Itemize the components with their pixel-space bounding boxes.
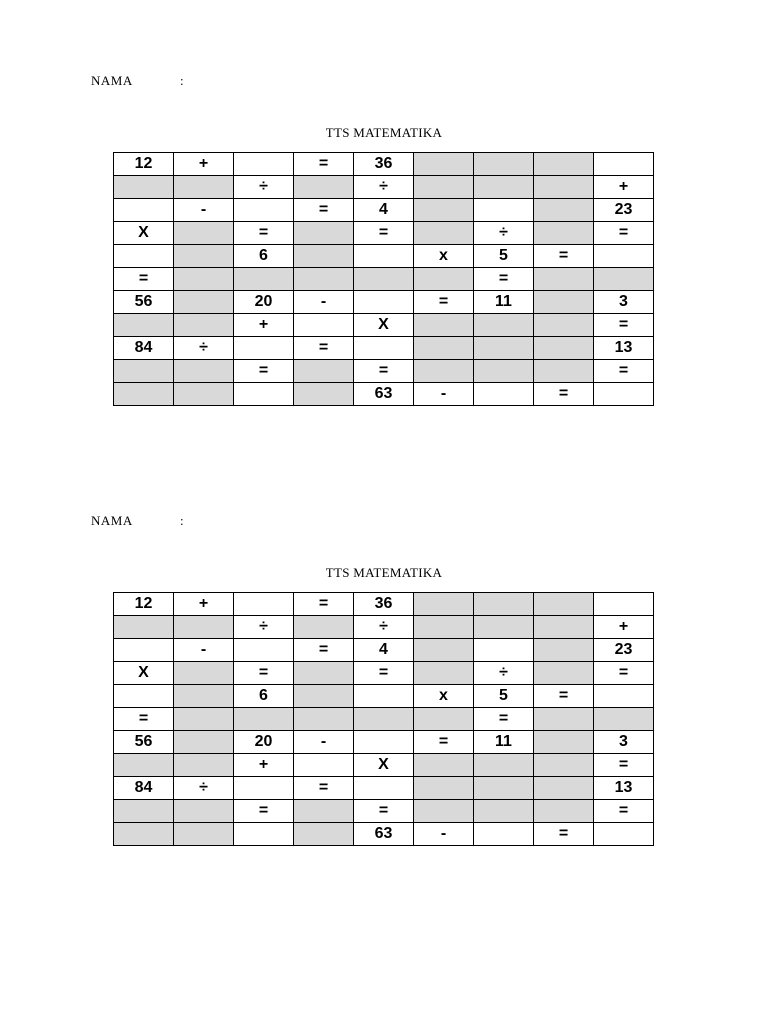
- clue-cell: 20: [234, 291, 294, 314]
- clue-cell: -: [414, 383, 474, 406]
- shaded-cell: [534, 360, 594, 383]
- shaded-cell: [414, 662, 474, 685]
- answer-cell[interactable]: [354, 291, 414, 314]
- clue-cell: =: [534, 245, 594, 268]
- shaded-cell: [174, 662, 234, 685]
- answer-cell[interactable]: [354, 777, 414, 800]
- shaded-cell: [474, 176, 534, 199]
- clue-cell: 63: [354, 383, 414, 406]
- answer-cell[interactable]: [234, 639, 294, 662]
- shaded-cell: [414, 360, 474, 383]
- shaded-cell: [474, 777, 534, 800]
- clue-cell: =: [294, 639, 354, 662]
- clue-cell: +: [594, 176, 654, 199]
- clue-cell: =: [594, 754, 654, 777]
- shaded-cell: [414, 708, 474, 731]
- shaded-cell: [474, 337, 534, 360]
- shaded-cell: [174, 222, 234, 245]
- shaded-cell: [114, 176, 174, 199]
- shaded-cell: [474, 153, 534, 176]
- clue-cell: 13: [594, 777, 654, 800]
- shaded-cell: [114, 800, 174, 823]
- clue-cell: 12: [114, 153, 174, 176]
- clue-cell: =: [474, 708, 534, 731]
- answer-cell[interactable]: [594, 685, 654, 708]
- clue-cell: =: [594, 222, 654, 245]
- shaded-cell: [174, 685, 234, 708]
- clue-cell: ÷: [174, 777, 234, 800]
- shaded-cell: [534, 593, 594, 616]
- answer-cell[interactable]: [294, 314, 354, 337]
- clue-cell: 5: [474, 685, 534, 708]
- clue-cell: X: [114, 222, 174, 245]
- answer-cell[interactable]: [234, 337, 294, 360]
- clue-cell: =: [294, 337, 354, 360]
- clue-cell: -: [414, 823, 474, 846]
- shaded-cell: [534, 616, 594, 639]
- clue-cell: 12: [114, 593, 174, 616]
- shaded-cell: [414, 616, 474, 639]
- clue-cell: x: [414, 245, 474, 268]
- grid-row: [114, 800, 654, 823]
- clue-cell: 56: [114, 731, 174, 754]
- shaded-cell: [294, 800, 354, 823]
- grid-row: [114, 153, 654, 176]
- clue-cell: =: [354, 360, 414, 383]
- shaded-cell: [534, 731, 594, 754]
- shaded-cell: [414, 314, 474, 337]
- shaded-cell: [174, 754, 234, 777]
- grid-row: [114, 708, 654, 731]
- answer-cell[interactable]: [354, 245, 414, 268]
- answer-cell[interactable]: [114, 199, 174, 222]
- grid-row: [114, 199, 654, 222]
- clue-cell: +: [174, 593, 234, 616]
- grid-row: [114, 314, 654, 337]
- answer-cell[interactable]: [474, 199, 534, 222]
- shaded-cell: [534, 800, 594, 823]
- name-label: NAMA: [91, 73, 133, 88]
- shaded-cell: [174, 731, 234, 754]
- clue-cell: =: [114, 708, 174, 731]
- clue-cell: =: [294, 199, 354, 222]
- shaded-cell: [114, 383, 174, 406]
- shaded-cell: [534, 222, 594, 245]
- clue-cell: =: [354, 222, 414, 245]
- shaded-cell: [174, 616, 234, 639]
- shaded-cell: [294, 616, 354, 639]
- answer-cell[interactable]: [354, 685, 414, 708]
- shaded-cell: [474, 754, 534, 777]
- clue-cell: -: [174, 639, 234, 662]
- clue-cell: ÷: [234, 616, 294, 639]
- shaded-cell: [534, 754, 594, 777]
- clue-cell: +: [594, 616, 654, 639]
- grid-row: [114, 731, 654, 754]
- shaded-cell: [114, 616, 174, 639]
- grid-row: [114, 754, 654, 777]
- clue-cell: =: [534, 383, 594, 406]
- grid-row: [114, 245, 654, 268]
- clue-cell: =: [474, 268, 534, 291]
- shaded-cell: [474, 360, 534, 383]
- clue-cell: ÷: [354, 616, 414, 639]
- grid-row: [114, 662, 654, 685]
- clue-cell: ÷: [174, 337, 234, 360]
- clue-cell: -: [294, 731, 354, 754]
- shaded-cell: [174, 823, 234, 846]
- shaded-cell: [534, 291, 594, 314]
- grid-row: [114, 593, 654, 616]
- clue-cell: =: [234, 662, 294, 685]
- clue-cell: 23: [594, 639, 654, 662]
- grid-row: [114, 777, 654, 800]
- clue-cell: 11: [474, 291, 534, 314]
- shaded-cell: [174, 245, 234, 268]
- shaded-cell: [114, 314, 174, 337]
- answer-cell[interactable]: [594, 153, 654, 176]
- answer-cell[interactable]: [354, 337, 414, 360]
- clue-cell: +: [234, 314, 294, 337]
- clue-cell: 63: [354, 823, 414, 846]
- shaded-cell: [114, 823, 174, 846]
- shaded-cell: [294, 268, 354, 291]
- shaded-cell: [414, 639, 474, 662]
- name-line: [91, 73, 185, 89]
- shaded-cell: [354, 268, 414, 291]
- shaded-cell: [174, 314, 234, 337]
- clue-cell: =: [354, 662, 414, 685]
- clue-cell: =: [594, 360, 654, 383]
- answer-cell[interactable]: [474, 823, 534, 846]
- answer-cell[interactable]: [234, 199, 294, 222]
- grid-row: [114, 639, 654, 662]
- grid-row: [114, 222, 654, 245]
- shaded-cell: [474, 593, 534, 616]
- clue-cell: =: [534, 823, 594, 846]
- clue-cell: =: [354, 800, 414, 823]
- shaded-cell: [294, 245, 354, 268]
- shaded-cell: [414, 754, 474, 777]
- answer-cell[interactable]: [474, 383, 534, 406]
- clue-cell: X: [354, 754, 414, 777]
- clue-cell: =: [294, 593, 354, 616]
- answer-cell[interactable]: [354, 731, 414, 754]
- clue-cell: 56: [114, 291, 174, 314]
- shaded-cell: [174, 176, 234, 199]
- shaded-cell: [414, 777, 474, 800]
- shaded-cell: [534, 176, 594, 199]
- clue-cell: 6: [234, 685, 294, 708]
- shaded-cell: [234, 268, 294, 291]
- shaded-cell: [534, 639, 594, 662]
- shaded-cell: [294, 823, 354, 846]
- answer-cell[interactable]: [234, 593, 294, 616]
- shaded-cell: [234, 708, 294, 731]
- grid-row: [114, 685, 654, 708]
- shaded-cell: [414, 268, 474, 291]
- clue-cell: X: [354, 314, 414, 337]
- clue-cell: 84: [114, 337, 174, 360]
- clue-cell: -: [174, 199, 234, 222]
- clue-cell: =: [594, 314, 654, 337]
- shaded-cell: [294, 360, 354, 383]
- shaded-cell: [294, 662, 354, 685]
- clue-cell: =: [234, 222, 294, 245]
- shaded-cell: [534, 268, 594, 291]
- shaded-cell: [294, 708, 354, 731]
- clue-cell: =: [294, 777, 354, 800]
- shaded-cell: [174, 708, 234, 731]
- answer-cell[interactable]: [234, 383, 294, 406]
- shaded-cell: [414, 337, 474, 360]
- shaded-cell: [354, 708, 414, 731]
- clue-cell: 6: [234, 245, 294, 268]
- clue-cell: =: [234, 800, 294, 823]
- shaded-cell: [474, 314, 534, 337]
- clue-cell: ÷: [234, 176, 294, 199]
- shaded-cell: [174, 268, 234, 291]
- clue-cell: =: [534, 685, 594, 708]
- grid-row: [114, 360, 654, 383]
- answer-cell[interactable]: [594, 245, 654, 268]
- shaded-cell: [534, 314, 594, 337]
- shaded-cell: [534, 662, 594, 685]
- clue-cell: =: [594, 800, 654, 823]
- shaded-cell: [534, 199, 594, 222]
- shaded-cell: [414, 176, 474, 199]
- shaded-cell: [414, 800, 474, 823]
- clue-cell: x: [414, 685, 474, 708]
- shaded-cell: [174, 383, 234, 406]
- clue-cell: X: [114, 662, 174, 685]
- shaded-cell: [414, 593, 474, 616]
- shaded-cell: [534, 153, 594, 176]
- clue-cell: 4: [354, 639, 414, 662]
- grid-row: [114, 176, 654, 199]
- clue-cell: 23: [594, 199, 654, 222]
- clue-cell: =: [594, 662, 654, 685]
- name-line: [91, 513, 185, 529]
- clue-cell: -: [294, 291, 354, 314]
- shaded-cell: [594, 708, 654, 731]
- shaded-cell: [534, 777, 594, 800]
- answer-cell[interactable]: [594, 383, 654, 406]
- clue-cell: 20: [234, 731, 294, 754]
- clue-cell: =: [234, 360, 294, 383]
- clue-cell: 36: [354, 593, 414, 616]
- grid-row: [114, 337, 654, 360]
- shaded-cell: [414, 153, 474, 176]
- clue-cell: =: [414, 731, 474, 754]
- answer-cell[interactable]: [114, 639, 174, 662]
- answer-cell[interactable]: [294, 754, 354, 777]
- clue-cell: ÷: [474, 662, 534, 685]
- shaded-cell: [474, 616, 534, 639]
- name-colon: :: [180, 513, 185, 528]
- answer-cell[interactable]: [234, 777, 294, 800]
- clue-cell: =: [414, 291, 474, 314]
- answer-cell[interactable]: [234, 823, 294, 846]
- answer-cell[interactable]: [114, 685, 174, 708]
- name-label: NAMA: [91, 513, 133, 528]
- clue-cell: +: [174, 153, 234, 176]
- answer-cell[interactable]: [234, 153, 294, 176]
- shaded-cell: [534, 708, 594, 731]
- shaded-cell: [594, 268, 654, 291]
- crossword-grid: [113, 152, 654, 406]
- answer-cell[interactable]: [474, 639, 534, 662]
- answer-cell[interactable]: [594, 593, 654, 616]
- shaded-cell: [114, 360, 174, 383]
- grid-row: [114, 268, 654, 291]
- clue-cell: =: [294, 153, 354, 176]
- shaded-cell: [414, 199, 474, 222]
- clue-cell: 4: [354, 199, 414, 222]
- answer-cell[interactable]: [594, 823, 654, 846]
- shaded-cell: [294, 222, 354, 245]
- answer-cell[interactable]: [114, 245, 174, 268]
- clue-cell: 3: [594, 731, 654, 754]
- grid-row: [114, 616, 654, 639]
- name-colon: :: [180, 73, 185, 88]
- grid-row: [114, 383, 654, 406]
- shaded-cell: [294, 383, 354, 406]
- shaded-cell: [534, 337, 594, 360]
- shaded-cell: [294, 685, 354, 708]
- clue-cell: 36: [354, 153, 414, 176]
- worksheet-title: TTS MATEMATIKA: [325, 565, 443, 580]
- clue-cell: 13: [594, 337, 654, 360]
- shaded-cell: [294, 176, 354, 199]
- clue-cell: ÷: [474, 222, 534, 245]
- shaded-cell: [174, 291, 234, 314]
- shaded-cell: [414, 222, 474, 245]
- shaded-cell: [174, 800, 234, 823]
- clue-cell: ÷: [354, 176, 414, 199]
- crossword-grid: [113, 592, 654, 846]
- clue-cell: 5: [474, 245, 534, 268]
- clue-cell: 3: [594, 291, 654, 314]
- shaded-cell: [474, 800, 534, 823]
- clue-cell: 11: [474, 731, 534, 754]
- grid-row: [114, 823, 654, 846]
- worksheet-title: TTS MATEMATIKA: [325, 125, 443, 140]
- clue-cell: +: [234, 754, 294, 777]
- shaded-cell: [174, 360, 234, 383]
- grid-row: [114, 291, 654, 314]
- clue-cell: 84: [114, 777, 174, 800]
- clue-cell: =: [114, 268, 174, 291]
- shaded-cell: [114, 754, 174, 777]
